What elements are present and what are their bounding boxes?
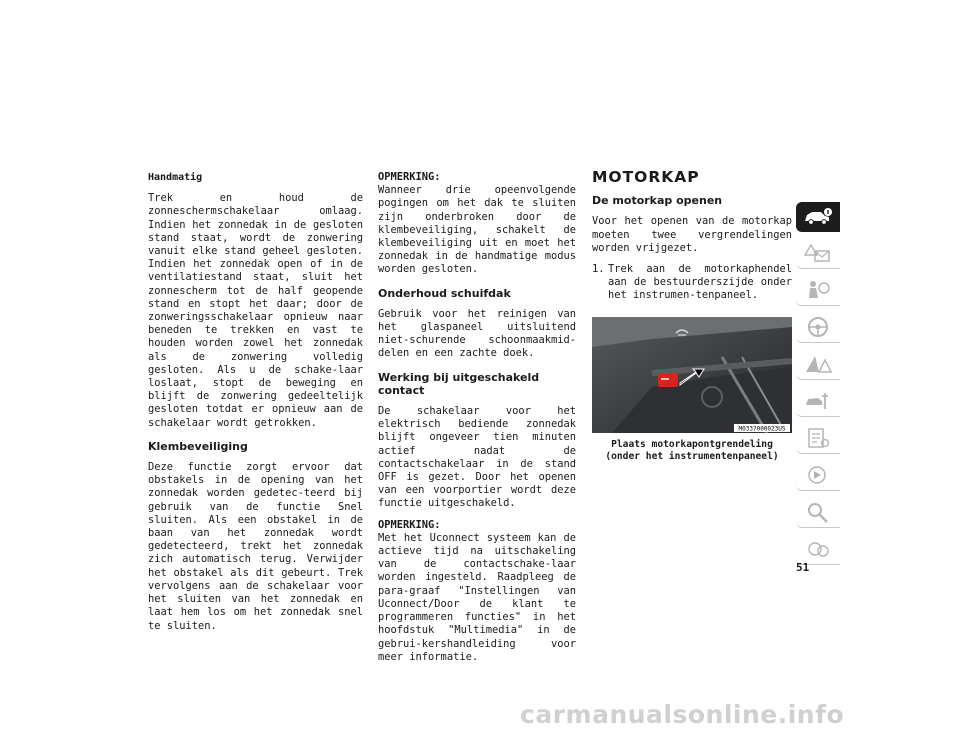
heading-onderhoud: Onderhoud schuifdak — [378, 286, 511, 300]
steering-wheel-icon — [803, 315, 833, 339]
column-right — [592, 168, 792, 463]
image-caption: Plaats motorkapontgrendeling (onder het instrumentenpaneel) — [605, 438, 779, 462]
paragraph-klembeveiliging: Deze functie zorgt ervoor dat obstakels in de opening van het zonnedak worden gedetec-teerd bij gebruik van de functie Snel sluiten. Als een obstakel in de baan van het zonnedak wordt gedetecteerd, trekt het zonnedak zich automatisch terug. Verwijder het obstakel als dit gebeurt. Trek vervolgens aan de schakelaar voor het sluiten van het zonnedak en laat hem los om het zonnedak snel te sluiten. — [148, 461, 363, 632]
tab-driving[interactable] — [796, 312, 840, 343]
road-hazard-icon — [803, 352, 833, 376]
page-number: 51 — [796, 561, 810, 574]
chapter-tabs — [796, 202, 842, 571]
search-index-icon — [803, 500, 833, 524]
tab-safety[interactable] — [796, 275, 840, 306]
tab-car-info[interactable] — [796, 202, 840, 232]
language-icon — [803, 537, 833, 561]
tab-service[interactable] — [796, 386, 840, 417]
column-left — [148, 171, 363, 641]
multimedia-icon — [803, 463, 833, 487]
note-text: Wanneer drie opeenvolgende pogingen om het dak te sluiten zijn onderbroken door de klembeveiliging, schakelt de klembeveiliging uit en moet het zonnedak in de handmatige modus worden gesloten. — [378, 184, 576, 276]
note-label-2: OPMERKING: — [378, 518, 441, 531]
maintenance-specs-icon — [803, 426, 833, 450]
step-1 — [592, 263, 792, 303]
heading-klembeveiliging: Klembeveiliging — [148, 439, 248, 453]
paragraph-onderhoud: Gebruik voor het reinigen van het glaspaneel uitsluitend niet-schurende schoonmaakmid-delen en een zachte doek. — [378, 307, 576, 360]
hood-release-photo — [592, 317, 792, 433]
paragraph-motorkap: Voor het openen van de motorkap moeten twee vergrendelingen worden vrijgezet. — [592, 215, 792, 254]
tab-multimedia[interactable] — [796, 460, 840, 491]
paragraph-werking: De schakelaar voor het elektrisch bediende zonnedak blijft ongeveer tien minuten actief nadat de contactschakelaar in de stand OFF is gezet. Door het openen van een voorportier wordt deze functie uitgeschakeld. — [378, 405, 576, 510]
tab-index[interactable] — [796, 497, 840, 528]
column-middle — [378, 171, 576, 672]
step-number: 1. — [592, 263, 605, 276]
airbag-icon — [803, 278, 833, 302]
heading-werking: Werking bij uitgeschakeld contact — [378, 370, 540, 397]
watermark: carmanualsonline.info — [520, 700, 845, 729]
paragraph-handmatig: Trek en houd de zonneschermschakelaar omlaag. Indien het zonnedak in de gesloten stand staat, wordt de zonwering vanuit elke stand geheel gesloten. Indien het zonnedak open of in de ventilatiestand staat, sluit het zonnescherm tot de half geopende stand en stopt het daar; door de zonweringsschakelaar opnieuw naar beneden te trekken en vast te houden worden zowel het zonnedak als de zonwering volledig gesloten. Als u de schake-laar loslaat, stopt de beweging en blijft de zonwering gedeeltelijk gesloten totdat er opnieuw aan de schakelaar wordt getrokken. — [148, 192, 363, 429]
heading-motorkap-openen: De motorkap openen — [592, 194, 723, 208]
step-text: Trek aan de motorkaphendel aan de bestuurderszijde onder het instrumen-tenpaneel. — [608, 263, 792, 302]
warning-mail-icon — [803, 241, 833, 265]
note-label: OPMERKING: — [378, 171, 441, 183]
subheading-handmatig: Handmatig — [148, 172, 203, 183]
tab-emergency[interactable] — [796, 349, 840, 380]
hood-release-illustration — [592, 317, 792, 433]
tab-warnings[interactable] — [796, 238, 840, 269]
service-car-icon — [803, 389, 833, 413]
note-text-2: Met het Uconnect systeem kan de actieve tijd na uitschakeling van de contactschake-laar worden ingesteld. Raadpleeg de para-graaf "Instellingen van Uconnect/Door de klant te programmeren functies" in het hoofdstuk "Multimedia" in de gebrui-kershandleiding voor meer informatie. — [378, 531, 576, 663]
image-code: M0337000023US — [738, 425, 786, 433]
section-title: MOTORKAP — [592, 168, 700, 186]
car-info-icon — [803, 207, 833, 227]
tab-specifications[interactable] — [796, 423, 840, 454]
